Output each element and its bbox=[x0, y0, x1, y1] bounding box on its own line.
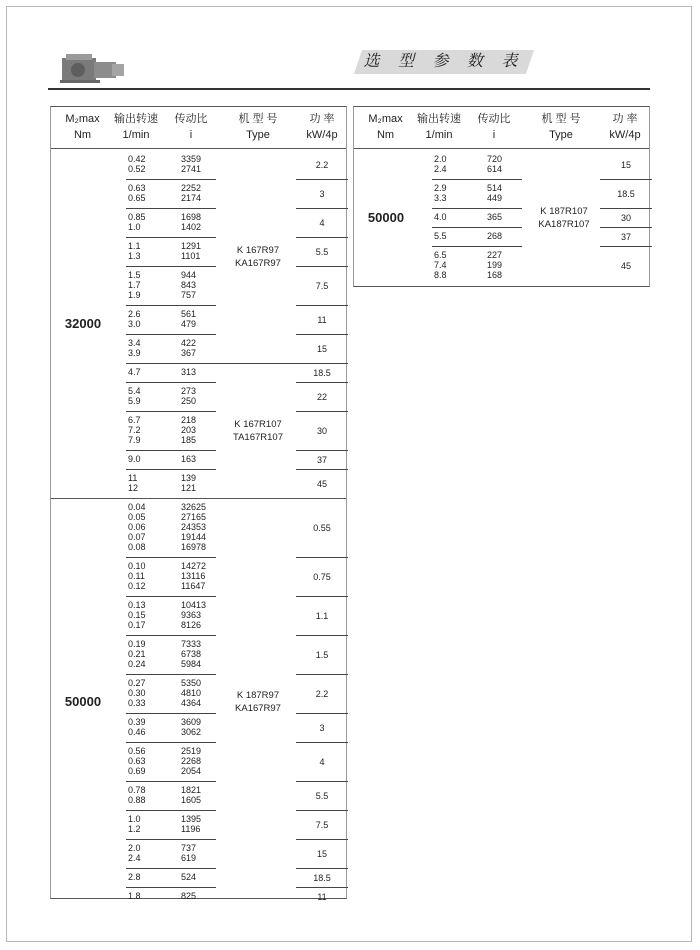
row-divider bbox=[296, 450, 348, 451]
type-line: KA167R97 bbox=[235, 703, 281, 714]
row-divider bbox=[126, 179, 216, 180]
ratio-value: 139 bbox=[181, 473, 197, 483]
row-divider bbox=[296, 713, 348, 714]
speed-value: 0.78 bbox=[128, 785, 146, 795]
row-divider bbox=[126, 596, 216, 597]
ratio-value: 365 bbox=[487, 212, 503, 222]
speed-value: 1.0 bbox=[128, 814, 141, 824]
ratio-value: 7333 bbox=[181, 639, 202, 649]
speed-value: 4.7 bbox=[128, 367, 141, 377]
speed-value: 0.19 bbox=[128, 639, 146, 649]
speed-value: 2.9 bbox=[434, 183, 447, 193]
table-header bbox=[51, 107, 346, 149]
row-divider bbox=[296, 208, 348, 209]
type-label bbox=[529, 205, 599, 231]
speed-value: 0.27 bbox=[128, 678, 146, 688]
row-divider bbox=[432, 208, 522, 209]
ratio-value: 9363 bbox=[181, 610, 202, 620]
ratio-value: 185 bbox=[181, 435, 197, 445]
speed-value: 8.8 bbox=[434, 270, 447, 280]
ratio-value: 944 bbox=[181, 270, 197, 280]
speed-value: 0.33 bbox=[128, 698, 146, 708]
ratio-value: 6738 bbox=[181, 649, 202, 659]
col-speed-header: 输出转速 1/min bbox=[417, 113, 461, 141]
power-value: 5.5 bbox=[315, 790, 329, 801]
speed-value: 1.7 bbox=[128, 280, 141, 290]
torque-value: 32000 bbox=[64, 316, 102, 331]
power-value: 4 bbox=[319, 756, 325, 767]
ratio-value: 2741 bbox=[181, 164, 202, 174]
row-divider bbox=[126, 266, 216, 267]
row-divider bbox=[600, 227, 652, 228]
ratio-value: 32625 bbox=[181, 502, 207, 512]
power-value: 22 bbox=[316, 391, 327, 402]
ratio-value: 449 bbox=[487, 193, 503, 203]
ratio-value: 1101 bbox=[181, 251, 201, 261]
speed-value: 0.11 bbox=[128, 571, 145, 581]
row-divider bbox=[432, 179, 522, 180]
speed-value: 2.6 bbox=[128, 309, 141, 319]
speed-value: 7.4 bbox=[434, 260, 447, 270]
row-divider bbox=[126, 382, 216, 383]
speed-value: 2.8 bbox=[128, 872, 141, 882]
power-value: 7.5 bbox=[315, 819, 329, 830]
speed-value: 3.9 bbox=[128, 348, 141, 358]
power-value: 18.5 bbox=[313, 367, 331, 378]
power-value: 15 bbox=[316, 848, 327, 859]
speed-value: 2.4 bbox=[434, 164, 447, 174]
ratio-value: 1605 bbox=[181, 795, 202, 805]
selection-table-right bbox=[353, 106, 650, 287]
speed-value: 0.30 bbox=[128, 688, 146, 698]
speed-value: 11 bbox=[128, 473, 138, 483]
type-line: K 187R97 bbox=[236, 690, 280, 701]
power-value: 1.1 bbox=[315, 610, 329, 621]
block-divider bbox=[126, 363, 348, 364]
ratio-value: 14272 bbox=[181, 561, 207, 571]
speed-value: 1.8 bbox=[128, 891, 141, 901]
ratio-value: 561 bbox=[181, 309, 197, 319]
row-divider bbox=[296, 742, 348, 743]
torque-value: 50000 bbox=[64, 694, 102, 709]
ratio-value: 367 bbox=[181, 348, 197, 358]
ratio-value: 203 bbox=[181, 425, 197, 435]
power-value: 5.5 bbox=[315, 246, 329, 257]
speed-value: 5.4 bbox=[128, 386, 141, 396]
speed-value: 1.0 bbox=[128, 222, 141, 232]
speed-value: 0.13 bbox=[128, 600, 146, 610]
torque-value: 50000 bbox=[367, 209, 405, 225]
col-speed-header: 输出转速 1/min bbox=[114, 113, 158, 141]
row-divider bbox=[126, 742, 216, 743]
col-power-header: 功 率 kW/4p bbox=[306, 113, 338, 141]
row-divider bbox=[600, 179, 652, 180]
power-value: 37 bbox=[316, 454, 327, 465]
row-divider bbox=[296, 781, 348, 782]
ratio-value: 2519 bbox=[181, 746, 202, 756]
ratio-value: 5984 bbox=[181, 659, 202, 669]
speed-value: 0.63 bbox=[128, 756, 146, 766]
speed-value: 2.4 bbox=[128, 853, 141, 863]
power-value: 30 bbox=[316, 425, 327, 436]
row-divider bbox=[432, 246, 522, 247]
ratio-value: 1821 bbox=[181, 785, 202, 795]
speed-value: 3.0 bbox=[128, 319, 141, 329]
ratio-value: 16978 bbox=[181, 542, 207, 552]
speed-value: 2.0 bbox=[434, 154, 447, 164]
speed-value: 9.0 bbox=[128, 454, 141, 464]
row-divider bbox=[296, 674, 348, 675]
speed-value: 0.85 bbox=[128, 212, 146, 222]
speed-value: 0.46 bbox=[128, 727, 146, 737]
power-value: 0.75 bbox=[313, 571, 331, 582]
type-line: K 187R107 bbox=[540, 205, 588, 217]
power-value: 15 bbox=[316, 343, 327, 354]
row-divider bbox=[126, 887, 216, 888]
power-value: 7.5 bbox=[315, 280, 329, 291]
ratio-value: 825 bbox=[181, 891, 197, 901]
row-divider bbox=[296, 237, 348, 238]
power-value: 37 bbox=[620, 231, 631, 242]
row-divider bbox=[296, 810, 348, 811]
ratio-value: 121 bbox=[181, 483, 197, 493]
speed-value: 4.0 bbox=[434, 212, 447, 222]
speed-value: 1.2 bbox=[128, 824, 141, 834]
row-divider bbox=[296, 839, 348, 840]
speed-value: 0.05 bbox=[128, 512, 146, 522]
ratio-value: 2054 bbox=[181, 766, 202, 776]
power-value: 3 bbox=[319, 722, 325, 733]
ratio-value: 13116 bbox=[181, 571, 206, 581]
ratio-value: 163 bbox=[181, 454, 197, 464]
row-divider bbox=[126, 237, 216, 238]
power-value: 0.55 bbox=[313, 522, 331, 533]
speed-value: 0.69 bbox=[128, 766, 146, 776]
ratio-value: 479 bbox=[181, 319, 197, 329]
power-value: 2.2 bbox=[315, 688, 329, 699]
speed-value: 0.06 bbox=[128, 522, 146, 532]
power-value: 45 bbox=[316, 478, 327, 489]
ratio-value: 514 bbox=[487, 183, 503, 193]
speed-value: 0.39 bbox=[128, 717, 146, 727]
row-divider bbox=[126, 781, 216, 782]
row-divider bbox=[126, 810, 216, 811]
row-divider bbox=[296, 635, 348, 636]
ratio-value: 619 bbox=[181, 853, 197, 863]
speed-value: 0.21 bbox=[128, 649, 146, 659]
ratio-value: 5350 bbox=[181, 678, 202, 688]
ratio-value: 3359 bbox=[181, 154, 202, 164]
type-line: TA167R107 bbox=[233, 431, 283, 443]
speed-value: 1.5 bbox=[128, 270, 141, 280]
speed-value: 0.52 bbox=[128, 164, 146, 174]
power-value: 11 bbox=[317, 891, 327, 902]
speed-value: 1.3 bbox=[128, 251, 141, 261]
row-divider bbox=[126, 635, 216, 636]
col-power-header: 功 率 kW/4p bbox=[609, 113, 641, 141]
speed-value: 7.9 bbox=[128, 435, 141, 445]
type-line: KA167R97 bbox=[235, 257, 281, 269]
speed-value: 12 bbox=[128, 483, 139, 493]
speed-value: 0.15 bbox=[128, 610, 146, 620]
speed-value: 5.5 bbox=[434, 231, 447, 241]
power-value: 45 bbox=[620, 260, 631, 271]
ratio-value: 227 bbox=[487, 250, 503, 260]
col-ratio-header: 传动比 i bbox=[174, 113, 208, 141]
page-title: 选 型 参 数 表 bbox=[363, 53, 525, 70]
ratio-value: 10413 bbox=[181, 600, 207, 610]
selection-table-left bbox=[50, 106, 347, 902]
ratio-value: 1291 bbox=[181, 241, 202, 251]
ratio-value: 422 bbox=[181, 338, 197, 348]
row-divider bbox=[126, 208, 216, 209]
row-divider bbox=[126, 557, 216, 558]
ratio-value: 1698 bbox=[181, 212, 202, 222]
ratio-value: 1395 bbox=[181, 814, 202, 824]
col-ratio-header: 传动比 i bbox=[477, 113, 511, 141]
type-label bbox=[223, 689, 293, 715]
ratio-value: 268 bbox=[487, 231, 503, 241]
gear-motor-logo-icon bbox=[60, 50, 130, 84]
power-value: 18.5 bbox=[313, 872, 331, 883]
ratio-value: 273 bbox=[181, 386, 197, 396]
row-divider bbox=[600, 246, 652, 247]
row-divider bbox=[126, 674, 216, 675]
power-value: 15 bbox=[620, 159, 631, 170]
row-divider bbox=[126, 305, 216, 306]
speed-value: 2.0 bbox=[128, 843, 141, 853]
power-value: 4 bbox=[319, 217, 325, 228]
power-value: 30 bbox=[620, 212, 631, 223]
type-line: KA187R107 bbox=[538, 218, 590, 230]
ratio-value: 313 bbox=[181, 367, 197, 377]
col-type-header: 机 型 号 Type bbox=[541, 113, 581, 141]
ratio-value: 19144 bbox=[181, 532, 207, 542]
ratio-value: 24353 bbox=[181, 522, 207, 532]
ratio-value: 737 bbox=[181, 843, 197, 853]
speed-value: 1.9 bbox=[128, 290, 141, 300]
ratio-value: 2252 bbox=[181, 183, 202, 193]
speed-value: 0.12 bbox=[128, 581, 146, 591]
speed-value: 0.42 bbox=[128, 154, 146, 164]
ratio-value: 1402 bbox=[181, 222, 202, 232]
ratio-value: 3062 bbox=[181, 727, 202, 737]
speed-value: 1.1 bbox=[128, 241, 141, 251]
type-line: K 167R97 bbox=[236, 244, 280, 256]
ratio-value: 2174 bbox=[181, 193, 202, 203]
ratio-value: 218 bbox=[181, 415, 197, 425]
ratio-value: 720 bbox=[487, 154, 503, 164]
row-divider bbox=[296, 179, 348, 180]
row-divider bbox=[126, 469, 216, 470]
speed-value: 0.10 bbox=[128, 561, 146, 571]
row-divider bbox=[296, 887, 348, 888]
type-label bbox=[223, 244, 293, 270]
power-value: 18.5 bbox=[617, 188, 635, 199]
speed-value: 6.5 bbox=[434, 250, 447, 260]
ratio-value: 199 bbox=[487, 260, 503, 270]
row-divider bbox=[296, 557, 348, 558]
speed-value: 0.56 bbox=[128, 746, 146, 756]
speed-value: 0.07 bbox=[128, 532, 146, 542]
group-divider bbox=[51, 498, 346, 499]
ratio-value: 757 bbox=[181, 290, 197, 300]
row-divider bbox=[296, 411, 348, 412]
row-divider bbox=[432, 227, 522, 228]
speed-value: 6.7 bbox=[128, 415, 141, 425]
speed-value: 0.17 bbox=[128, 620, 146, 630]
speed-value: 3.3 bbox=[434, 193, 447, 203]
ratio-value: 524 bbox=[181, 872, 197, 882]
ratio-value: 2268 bbox=[181, 756, 202, 766]
ratio-value: 1196 bbox=[181, 824, 201, 834]
row-divider bbox=[296, 334, 348, 335]
ratio-value: 843 bbox=[181, 280, 197, 290]
speed-value: 5.9 bbox=[128, 396, 141, 406]
speed-value: 3.4 bbox=[128, 338, 141, 348]
row-divider bbox=[296, 868, 348, 869]
table-header bbox=[354, 107, 649, 149]
type-line: K 167R107 bbox=[234, 418, 282, 430]
ratio-value: 8126 bbox=[181, 620, 202, 630]
power-value: 2.2 bbox=[315, 159, 329, 170]
ratio-value: 4364 bbox=[181, 698, 202, 708]
power-value: 3 bbox=[319, 188, 325, 199]
ratio-value: 4810 bbox=[181, 688, 202, 698]
row-divider bbox=[126, 334, 216, 335]
row-divider bbox=[296, 469, 348, 470]
ratio-value: 614 bbox=[487, 164, 503, 174]
row-divider bbox=[126, 868, 216, 869]
power-value: 1.5 bbox=[315, 649, 329, 660]
type-label bbox=[223, 418, 293, 444]
ratio-value: 3609 bbox=[181, 717, 202, 727]
col-torque-header: M₂max Nm bbox=[65, 113, 100, 141]
col-type-header: 机 型 号 Type bbox=[238, 113, 278, 141]
power-value: 11 bbox=[317, 314, 327, 325]
row-divider bbox=[126, 411, 216, 412]
header-rule bbox=[48, 88, 650, 90]
row-divider bbox=[296, 266, 348, 267]
row-divider bbox=[126, 839, 216, 840]
speed-value: 0.08 bbox=[128, 542, 146, 552]
speed-value: 0.88 bbox=[128, 795, 146, 805]
ratio-value: 250 bbox=[181, 396, 197, 406]
row-divider bbox=[126, 713, 216, 714]
speed-value: 0.04 bbox=[128, 502, 146, 512]
row-divider bbox=[296, 305, 348, 306]
ratio-value: 11647 bbox=[181, 581, 206, 591]
row-divider bbox=[600, 208, 652, 209]
row-divider bbox=[126, 450, 216, 451]
speed-value: 0.24 bbox=[128, 659, 146, 669]
ratio-value: 27165 bbox=[181, 512, 207, 522]
speed-value: 0.65 bbox=[128, 193, 146, 203]
speed-value: 0.63 bbox=[128, 183, 146, 193]
speed-value: 7.2 bbox=[128, 425, 141, 435]
row-divider bbox=[296, 382, 348, 383]
col-torque-header: M₂max Nm bbox=[368, 113, 403, 141]
row-divider bbox=[296, 596, 348, 597]
ratio-value: 168 bbox=[487, 270, 503, 280]
